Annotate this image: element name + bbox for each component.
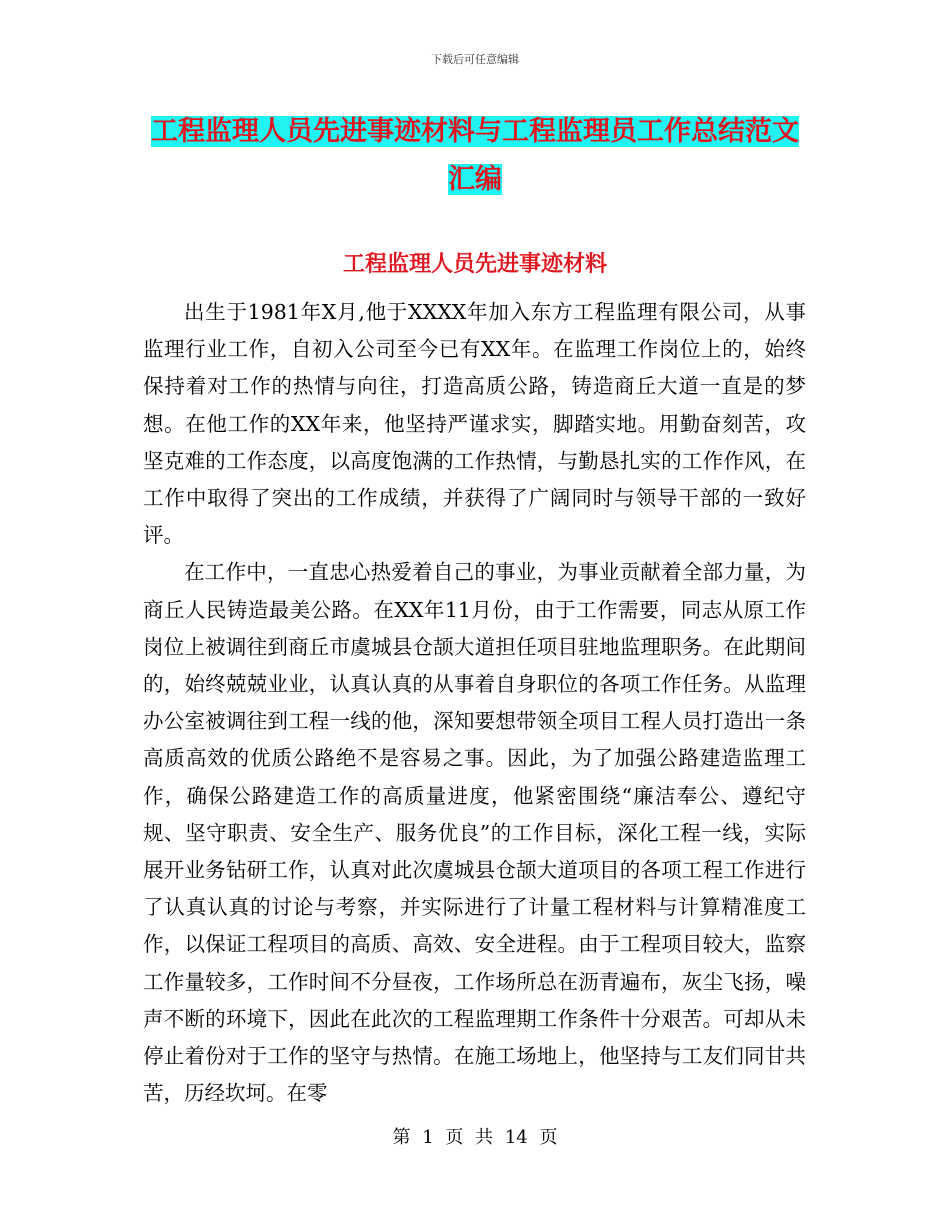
section-heading: 工程监理人员先进事迹材料: [342, 251, 607, 277]
document-title-text: 工程监理人员先进事迹材料与工程监理员工作总结范文汇编: [151, 116, 799, 195]
header-note: 下载后可任意编辑: [431, 53, 519, 66]
page-number-footer: 第 1 页 共 14 页: [392, 1127, 558, 1148]
document-title: [145, 108, 805, 204]
body-text: [143, 294, 806, 1112]
paragraph: 在工作中，一直忠心热爱着自己的事业，为事业贡献着全部力量，为商丘人民铸造最美公路。在XX年11月份，由于工作需要，同志从原工作岗位上被调往到商丘市虞城县仓颉大道担任项目驻地监理职务。在此期间的，始终兢兢业业，认真认真的从事着自身职位的各项工作任务。从监理办公室被调往到工程一线的他，深知要想带领全项目工程人员打造出一条高质高效的优质公路绝不是容易之事。因此，为了加强公路建造监理工作，确保公路建造工作的高质量进度，他紧密围绕“廉洁奉公、遵纪守规、坚守职责、安全生产、服务优良”的工作目标，深化工程一线，实际展开业务钻研工作，认真对此次虞城县仓颉大道项目的各项工程工作进行了认真认真的讨论与考察，并实际进行了计量工程材料与计算精准度工作，以保证工程项目的高质、高效、安全进程。由于工程项目较大，监察工作量较多，工作时间不分昼夜，工作场所总在沥青遍布，灰尘飞扬，噪声不断的环境下，因此在此次的工程监理期工作条件十分艰苦。可却从未停止着份对于工作的坚守与热情。在施工场地上，他坚持与工友们同甘共苦，历经坎坷。在零: [143, 560, 806, 1106]
paragraph: 出生于1981年X月,他于XXXX年加入东方工程监理有限公司，从事监理行业工作，自初入公司至今已有XX年。在监理工作岗位上的，始终保持着对工作的热情与向往，打造高质公路，铸造商丘大道一直是的梦想。在他工作的XX年来，他坚持严谨求实，脚踏实地。用勤奋刻苦，攻坚克难的工作态度，以高度饱满的工作热情，与勤恳扎实的工作作风，在工作中取得了突出的工作成绩，并获得了广阔同时与领导干部的一致好评。: [143, 300, 806, 548]
